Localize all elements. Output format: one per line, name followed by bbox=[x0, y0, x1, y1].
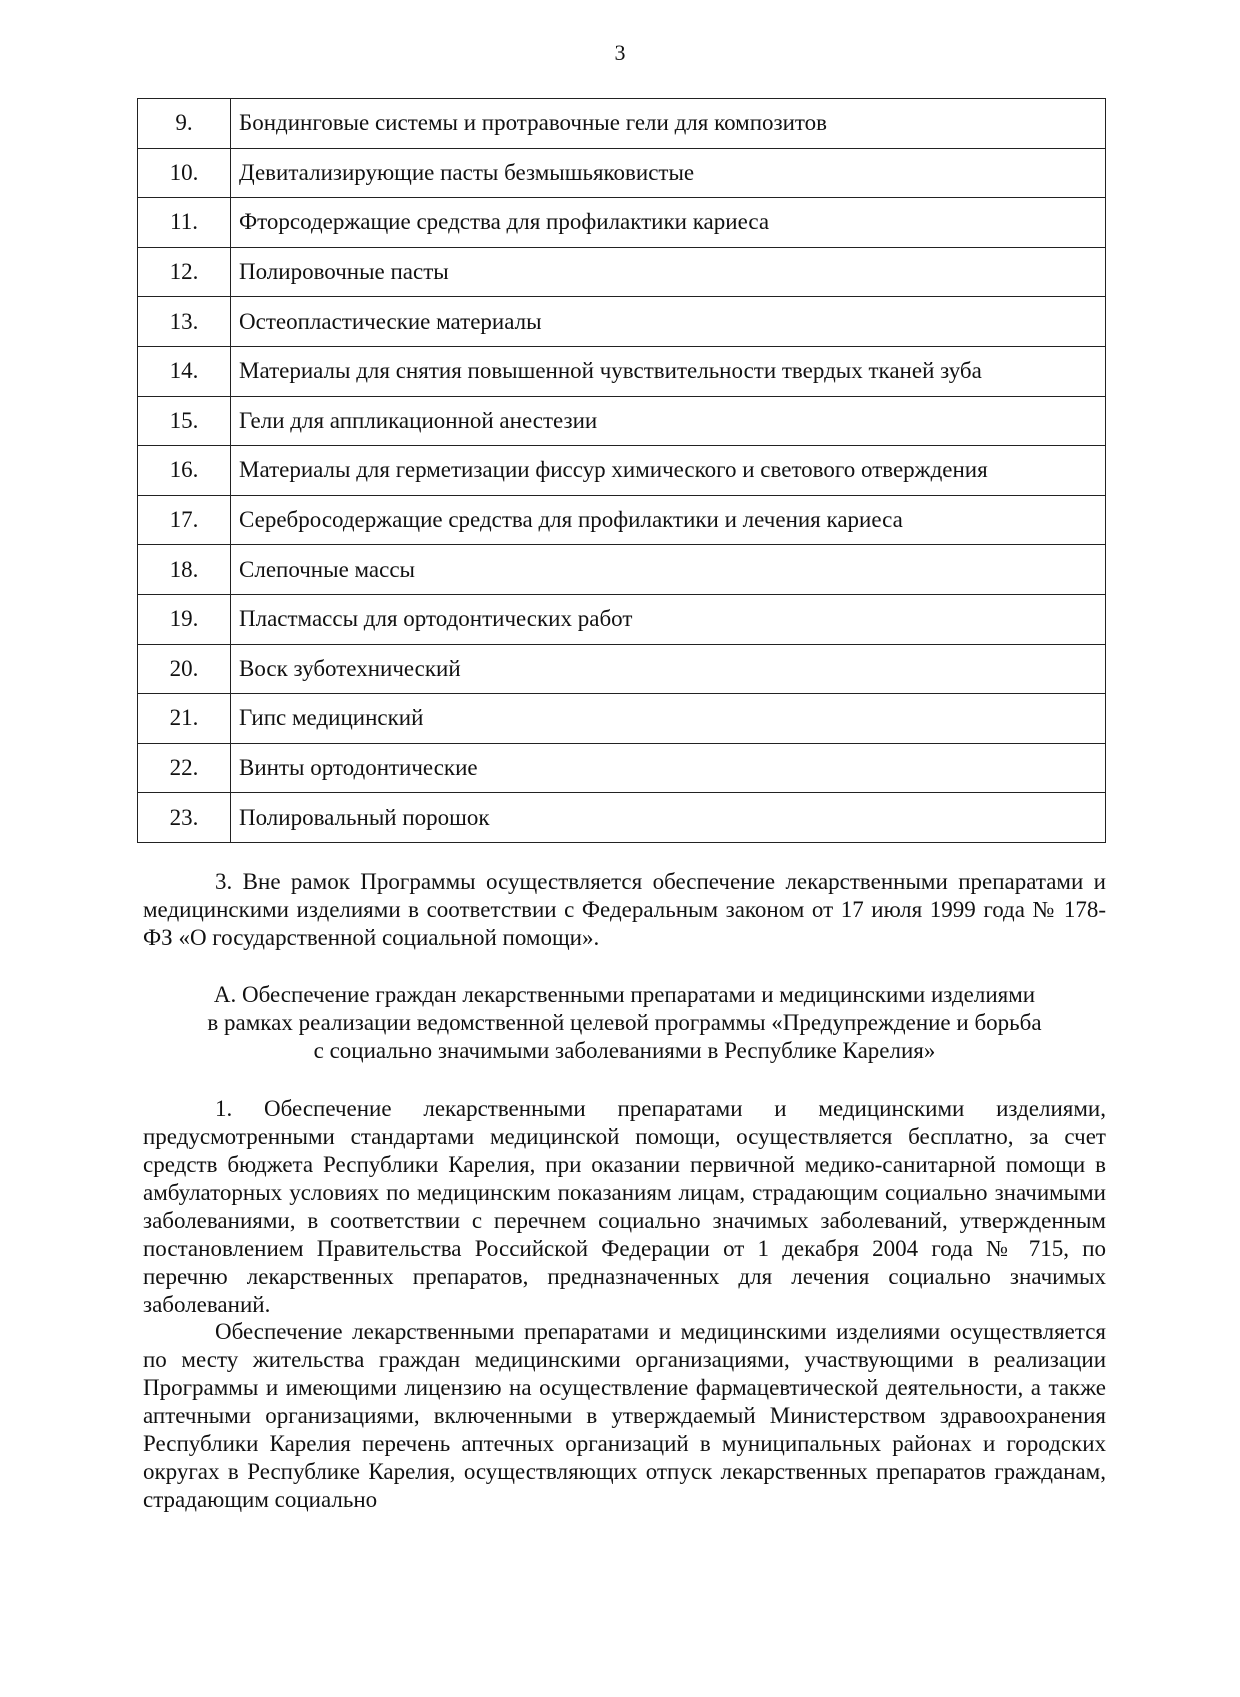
table-row bbox=[138, 446, 1106, 496]
materials-table bbox=[137, 98, 1106, 843]
table-row bbox=[138, 793, 1106, 843]
section-a-heading-line: с социально значимыми заболеваниями в Республике Карелия» bbox=[313, 1038, 936, 1063]
row-number: 12. bbox=[138, 247, 231, 297]
row-number: 14. bbox=[138, 346, 231, 396]
row-number: 21. bbox=[138, 694, 231, 744]
table-row bbox=[138, 198, 1106, 248]
row-name: Материалы для снятия повышенной чувствительности твердых тканей зуба bbox=[231, 346, 1106, 396]
table-row bbox=[138, 743, 1106, 793]
row-name: Полировальный порошок bbox=[231, 793, 1106, 843]
row-number: 10. bbox=[138, 148, 231, 198]
table-row bbox=[138, 644, 1106, 694]
table-row bbox=[138, 346, 1106, 396]
row-name: Винты ортодонтические bbox=[231, 743, 1106, 793]
row-number: 23. bbox=[138, 793, 231, 843]
section-a-paragraph-2: Обеспечение лекарственными препаратами и медицинскими изделиями осуществляется по месту жительства граждан медицинскими организациями, участвующими в реализации Программы и имеющими лицензию на осуществление фармацевтической деятельности, а также аптечными организациями, включенными в утверждаемый Министерством здравоохранения Республики Карелия перечень аптечных организаций в муниципальных районах и городских округах в Республике Карелия, осуществляющих отпуск лекарственных препаратов гражданам, страдающим социально bbox=[143, 1319, 1106, 1512]
row-number: 22. bbox=[138, 743, 231, 793]
table-row bbox=[138, 396, 1106, 446]
row-number: 13. bbox=[138, 297, 231, 347]
row-name: Гели для аппликационной анестезии bbox=[231, 396, 1106, 446]
row-name: Полировочные пасты bbox=[231, 247, 1106, 297]
row-name: Серебросодержащие средства для профилактики и лечения кариеса bbox=[231, 495, 1106, 545]
row-name: Девитализирующие пасты безмышьяковистые bbox=[231, 148, 1106, 198]
table-row bbox=[138, 594, 1106, 644]
table-row bbox=[138, 545, 1106, 595]
section-a-heading-line: в рамках реализации ведомственной целевой программы «Предупреждение и борьба bbox=[207, 1010, 1042, 1035]
table-row bbox=[138, 99, 1106, 149]
row-number: 19. bbox=[138, 594, 231, 644]
row-number: 16. bbox=[138, 446, 231, 496]
row-number: 11. bbox=[138, 198, 231, 248]
row-number: 17. bbox=[138, 495, 231, 545]
section-a-heading-line: А. Обеспечение граждан лекарственными препаратами и медицинскими изделиями bbox=[213, 982, 1036, 1007]
table-row bbox=[138, 495, 1106, 545]
page-number: 3 bbox=[614, 40, 626, 65]
row-name: Пластмассы для ортодонтических работ bbox=[231, 594, 1106, 644]
paragraph-3: 3. Вне рамок Программы осуществляется обеспечение лекарственными препаратами и медицинскими изделиями в соответствии с Федеральным законом от 17 июля 1999 года № 178-ФЗ «О государственной социальной помощи». bbox=[143, 869, 1106, 950]
section-a-paragraph-1: 1. Обеспечение лекарственными препаратами и медицинскими изделиями, предусмотренными стандартами медицинской помощи, осуществляется бесплатно, за счет средств бюджета Республики Карелия, при оказании первичной медико-санитарной помощи в амбулаторных условиях по медицинским показаниям лицам, страдающим социально значимыми заболеваниями, в соответствии с перечнем социально значимых заболеваний, утвержденным постановлением Правительства Российской Федерации от 1 декабря 2004 года № 715, по перечню лекарственных препаратов, предназначенных для лечения социально значимых заболеваний. bbox=[143, 1096, 1106, 1317]
row-name: Материалы для герметизации фиссур химического и светового отверждения bbox=[231, 446, 1106, 496]
section-a-heading bbox=[143, 981, 1106, 1065]
table-row bbox=[138, 148, 1106, 198]
row-name: Фторсодержащие средства для профилактики кариеса bbox=[231, 198, 1106, 248]
table-row bbox=[138, 297, 1106, 347]
row-number: 20. bbox=[138, 644, 231, 694]
table-row bbox=[138, 247, 1106, 297]
table-row bbox=[138, 694, 1106, 744]
row-name: Остеопластические материалы bbox=[231, 297, 1106, 347]
row-name: Воск зуботехнический bbox=[231, 644, 1106, 694]
row-number: 18. bbox=[138, 545, 231, 595]
row-name: Слепочные массы bbox=[231, 545, 1106, 595]
row-name: Бондинговые системы и протравочные гели для композитов bbox=[231, 99, 1106, 149]
row-number: 9. bbox=[138, 99, 231, 149]
row-name: Гипс медицинский bbox=[231, 694, 1106, 744]
row-number: 15. bbox=[138, 396, 231, 446]
